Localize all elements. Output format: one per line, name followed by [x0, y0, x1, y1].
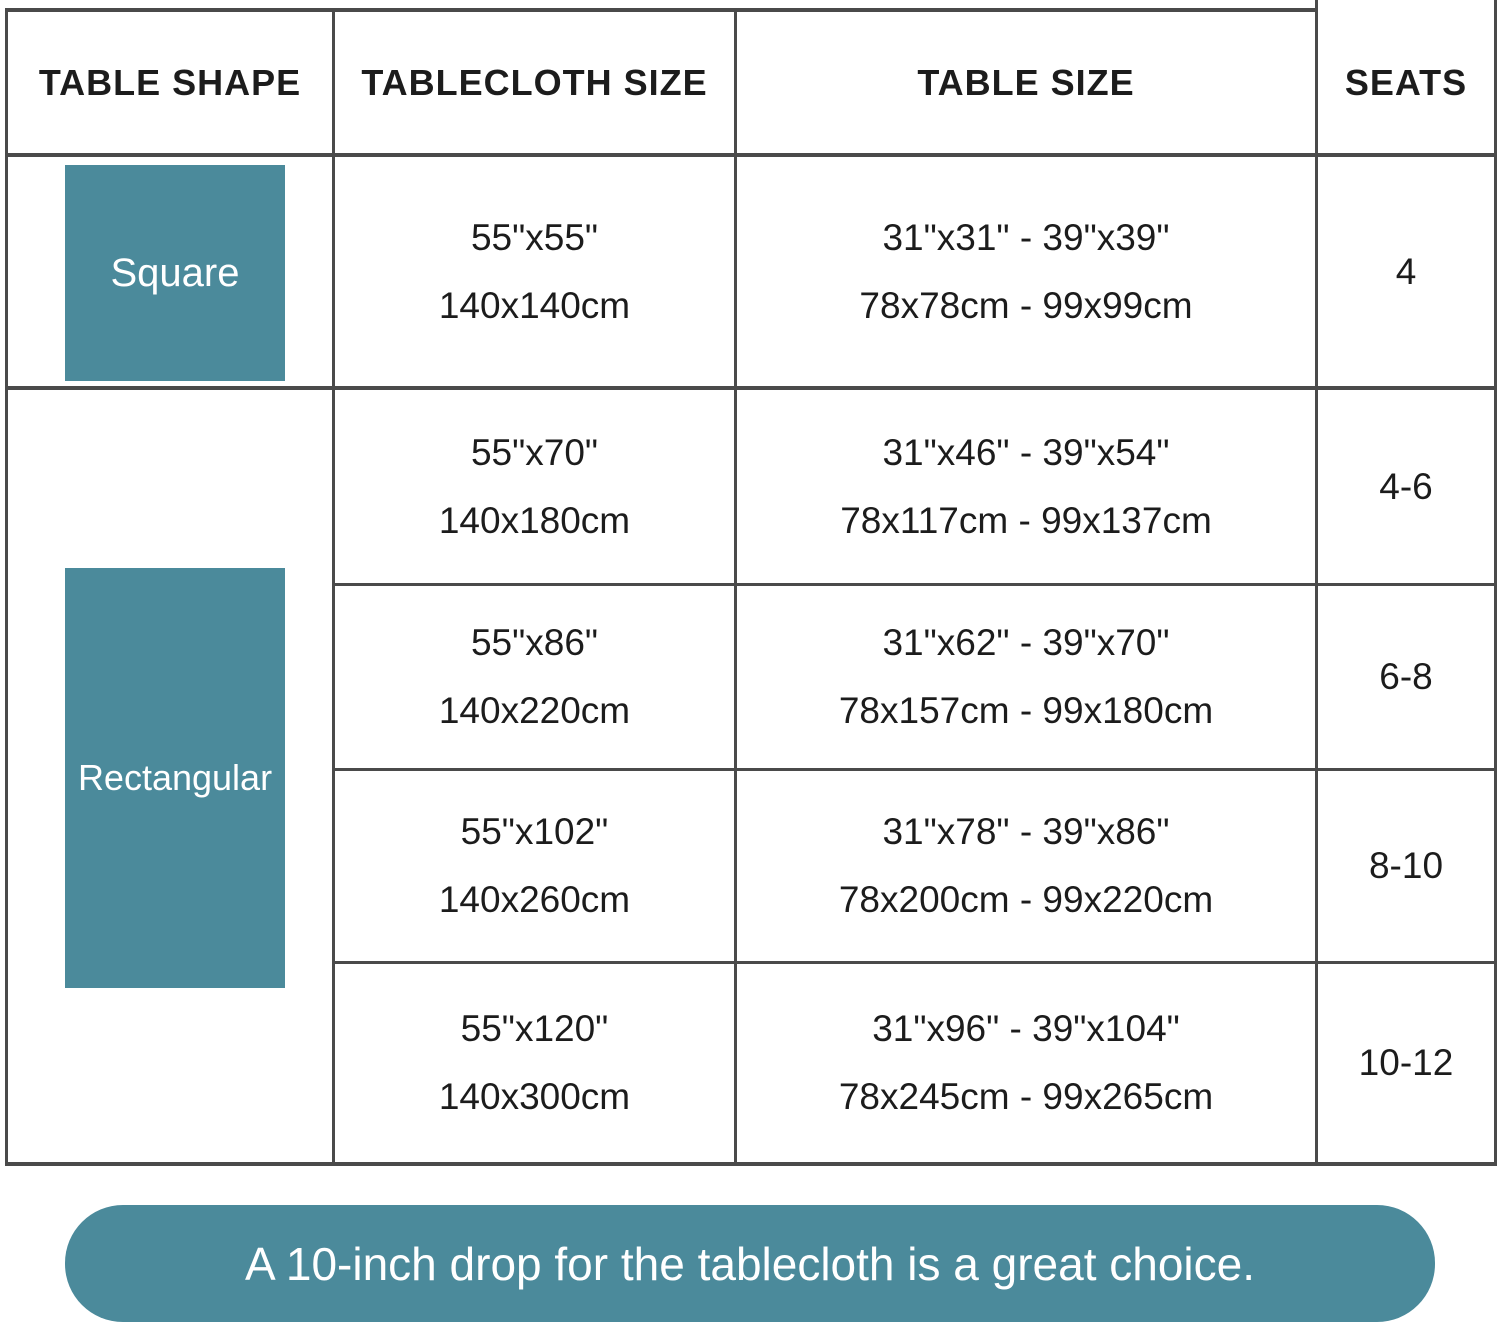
size-cm: 140x260cm	[438, 879, 631, 920]
size-cm: 78x157cm - 99x180cm	[838, 690, 1214, 731]
footer-note-pill	[65, 1205, 1435, 1322]
header-table-size: TABLE SIZE	[917, 61, 1135, 103]
size-inches: 55"x86"	[470, 622, 599, 663]
size-inches: 31"x96" - 39"x104"	[872, 1008, 1180, 1049]
size-inches: 55"x120"	[460, 1008, 609, 1049]
size-inches: 55"x70"	[470, 431, 599, 473]
size-cm: 140x140cm	[438, 284, 631, 326]
size-inches: 31"x46" - 39"x54"	[882, 431, 1170, 473]
size-cm: 140x220cm	[438, 690, 631, 731]
seats-cell: 4-6	[1379, 465, 1433, 507]
footer-note-text: A 10-inch drop for the tablecloth is a great choice.	[244, 1237, 1256, 1290]
size-inches: 55"x102"	[460, 811, 609, 852]
size-cm: 140x180cm	[438, 499, 631, 541]
size-cm: 78x200cm - 99x220cm	[838, 879, 1214, 920]
size-inches: 31"x78" - 39"x86"	[882, 811, 1170, 852]
table-size-cell	[737, 771, 1315, 961]
tablecloth-size-cell	[335, 771, 734, 961]
square-shape-label: Square	[110, 250, 240, 295]
header-tablecloth-size: TABLECLOTH SIZE	[361, 61, 708, 103]
tablecloth-size-cell	[335, 390, 734, 583]
size-inches: 31"x31" - 39"x39"	[882, 216, 1170, 258]
table-border-bottom	[5, 1162, 1497, 1166]
size-inches: 55"x55"	[470, 216, 599, 258]
tablecloth-size-cell	[335, 586, 734, 768]
header-seats: SEATS	[1344, 61, 1468, 103]
table-size-cell	[737, 390, 1315, 583]
table-size-cell	[737, 964, 1315, 1162]
seats-cell: 8-10	[1368, 845, 1444, 886]
rectangular-shape-label: Rectangular	[77, 757, 273, 798]
square-shape-swatch	[65, 165, 285, 381]
size-cm: 140x300cm	[438, 1076, 631, 1117]
table-border-left	[5, 8, 8, 1166]
seats-cell: 4	[1395, 250, 1417, 292]
size-cm: 78x117cm - 99x137cm	[840, 499, 1212, 541]
header-table-shape: TABLE SHAPE	[38, 61, 302, 103]
seats-cell: 10-12	[1358, 1042, 1454, 1083]
table-size-cell	[737, 157, 1315, 386]
tablecloth-size-cell	[335, 157, 734, 386]
size-cm: 78x245cm - 99x265cm	[838, 1076, 1214, 1117]
rectangular-shape-swatch	[65, 568, 285, 988]
size-inches: 31"x62" - 39"x70"	[882, 622, 1170, 663]
size-cm: 78x78cm - 99x99cm	[859, 284, 1193, 326]
tablecloth-size-cell	[335, 964, 734, 1162]
seats-cell: 6-8	[1379, 656, 1433, 697]
table-size-cell	[737, 586, 1315, 768]
